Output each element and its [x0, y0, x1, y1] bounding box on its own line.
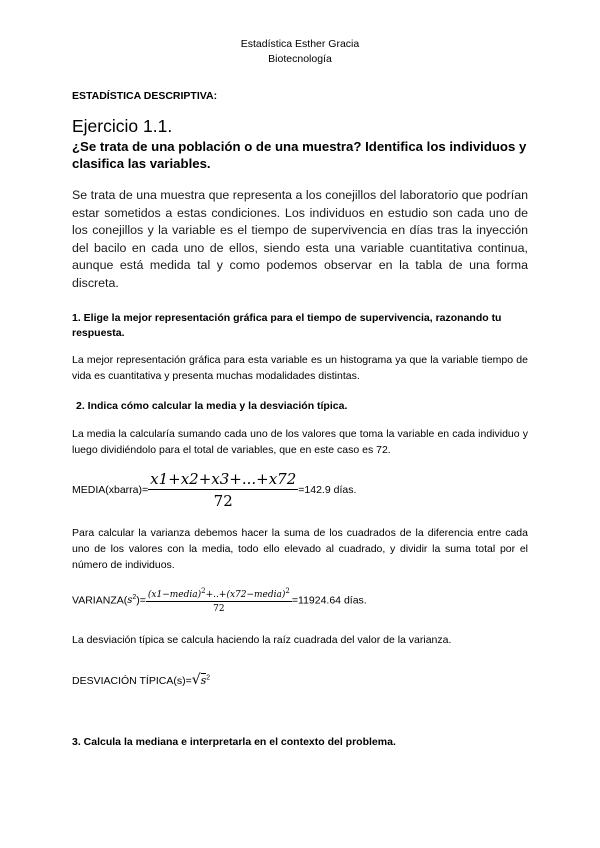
sd-formula [72, 672, 210, 688]
exercise-answer: Se trata de una muestra que representa a los conejillos del laboratorio que podrían estar sometidos a estas condiciones. Los individuos en estudio son cada uno de los conejillos y la variable es el tiempo de supervivencia en días tras la inyección del bacilo en cada uno de ellos, siendo esta una variable cuantitativa continua, aunque está medida tal y como podemos observar en la tabla de una forma discreta. [72, 188, 528, 290]
mean-formula [72, 470, 356, 510]
variance-label: VARIANZA( [72, 594, 128, 607]
mean-result: =142.9 días. [298, 484, 357, 496]
variance-numerator [146, 587, 292, 601]
q2-title: 2. Indica cómo calcular la media y la desviación típica. [76, 400, 348, 412]
sd-explanation: La desviación típica se calcula haciendo la raíz cuadrada del valor de la varianza. [72, 634, 452, 646]
variance-formula [72, 587, 367, 614]
sd-exponent: 2 [206, 674, 211, 682]
exercise-question-line2: clasifica las variables. [72, 156, 211, 171]
sd-label: DESVIACIÓN TÍPICA(s)= [72, 675, 192, 687]
exercise-question-line1: ¿Se trata de una población o de una muestra? Identifica los individuos y [72, 139, 527, 154]
section-title: ESTADÍSTICA DESCRIPTIVA: [72, 90, 218, 102]
variance-close: )= [136, 594, 146, 607]
variance-term-last: (x72−media) [226, 590, 286, 600]
mean-numerator: x1+x2+x3+...+x72 [150, 470, 297, 488]
variance-denominator: 72 [146, 601, 292, 614]
sd-symbol: s [200, 674, 207, 687]
mean-fraction [148, 470, 298, 510]
mean-explanation: La media la calcularía sumando cada uno de los valores que toma la variable en cada individuo y luego dividiéndolo para el total de variables, que en este caso es 72. [72, 428, 528, 456]
variance-term-first: (x1−media) [147, 590, 202, 600]
mean-denominator: 72 [148, 489, 298, 510]
q1-title: 1. Elige la mejor representación gráfica para el tiempo de supervivencia, razonando tu respuesta. [72, 312, 502, 339]
exercise-question [72, 138, 532, 172]
header-subject: Biotecnología [268, 53, 332, 65]
mean-label: MEDIA(xbarra)= [72, 484, 149, 496]
q1-answer: La mejor representación gráfica para esta variable es un histograma ya que la variable tiempo de vida es cuantitativa y presenta muchas modalidades distintas. [72, 354, 528, 382]
variance-explanation: Para calcular la varianza debemos hacer la suma de los cuadrados de la diferencia entre cada uno de los valores con la media, todo ello elevado al cuadrado, y dividir la suma total por el número de individuos. [72, 527, 528, 571]
variance-term-ellipsis: +..+ [205, 590, 227, 600]
exercise-title: Ejercicio 1.1. [72, 116, 173, 136]
header-author: Estadística Esther Gracia [240, 38, 360, 50]
variance-result: =11924.64 días. [291, 594, 367, 607]
variance-term-first-exp: 2 [201, 587, 206, 595]
q3-title: 3. Calcula la mediana e interpretarla en el contexto del problema. [72, 736, 396, 748]
variance-exponent: 2 [132, 593, 137, 601]
sd-root-sign: √ [191, 672, 201, 688]
variance-symbol: s [127, 595, 133, 606]
variance-fraction [146, 587, 292, 614]
variance-term-last-exp: 2 [285, 587, 290, 595]
